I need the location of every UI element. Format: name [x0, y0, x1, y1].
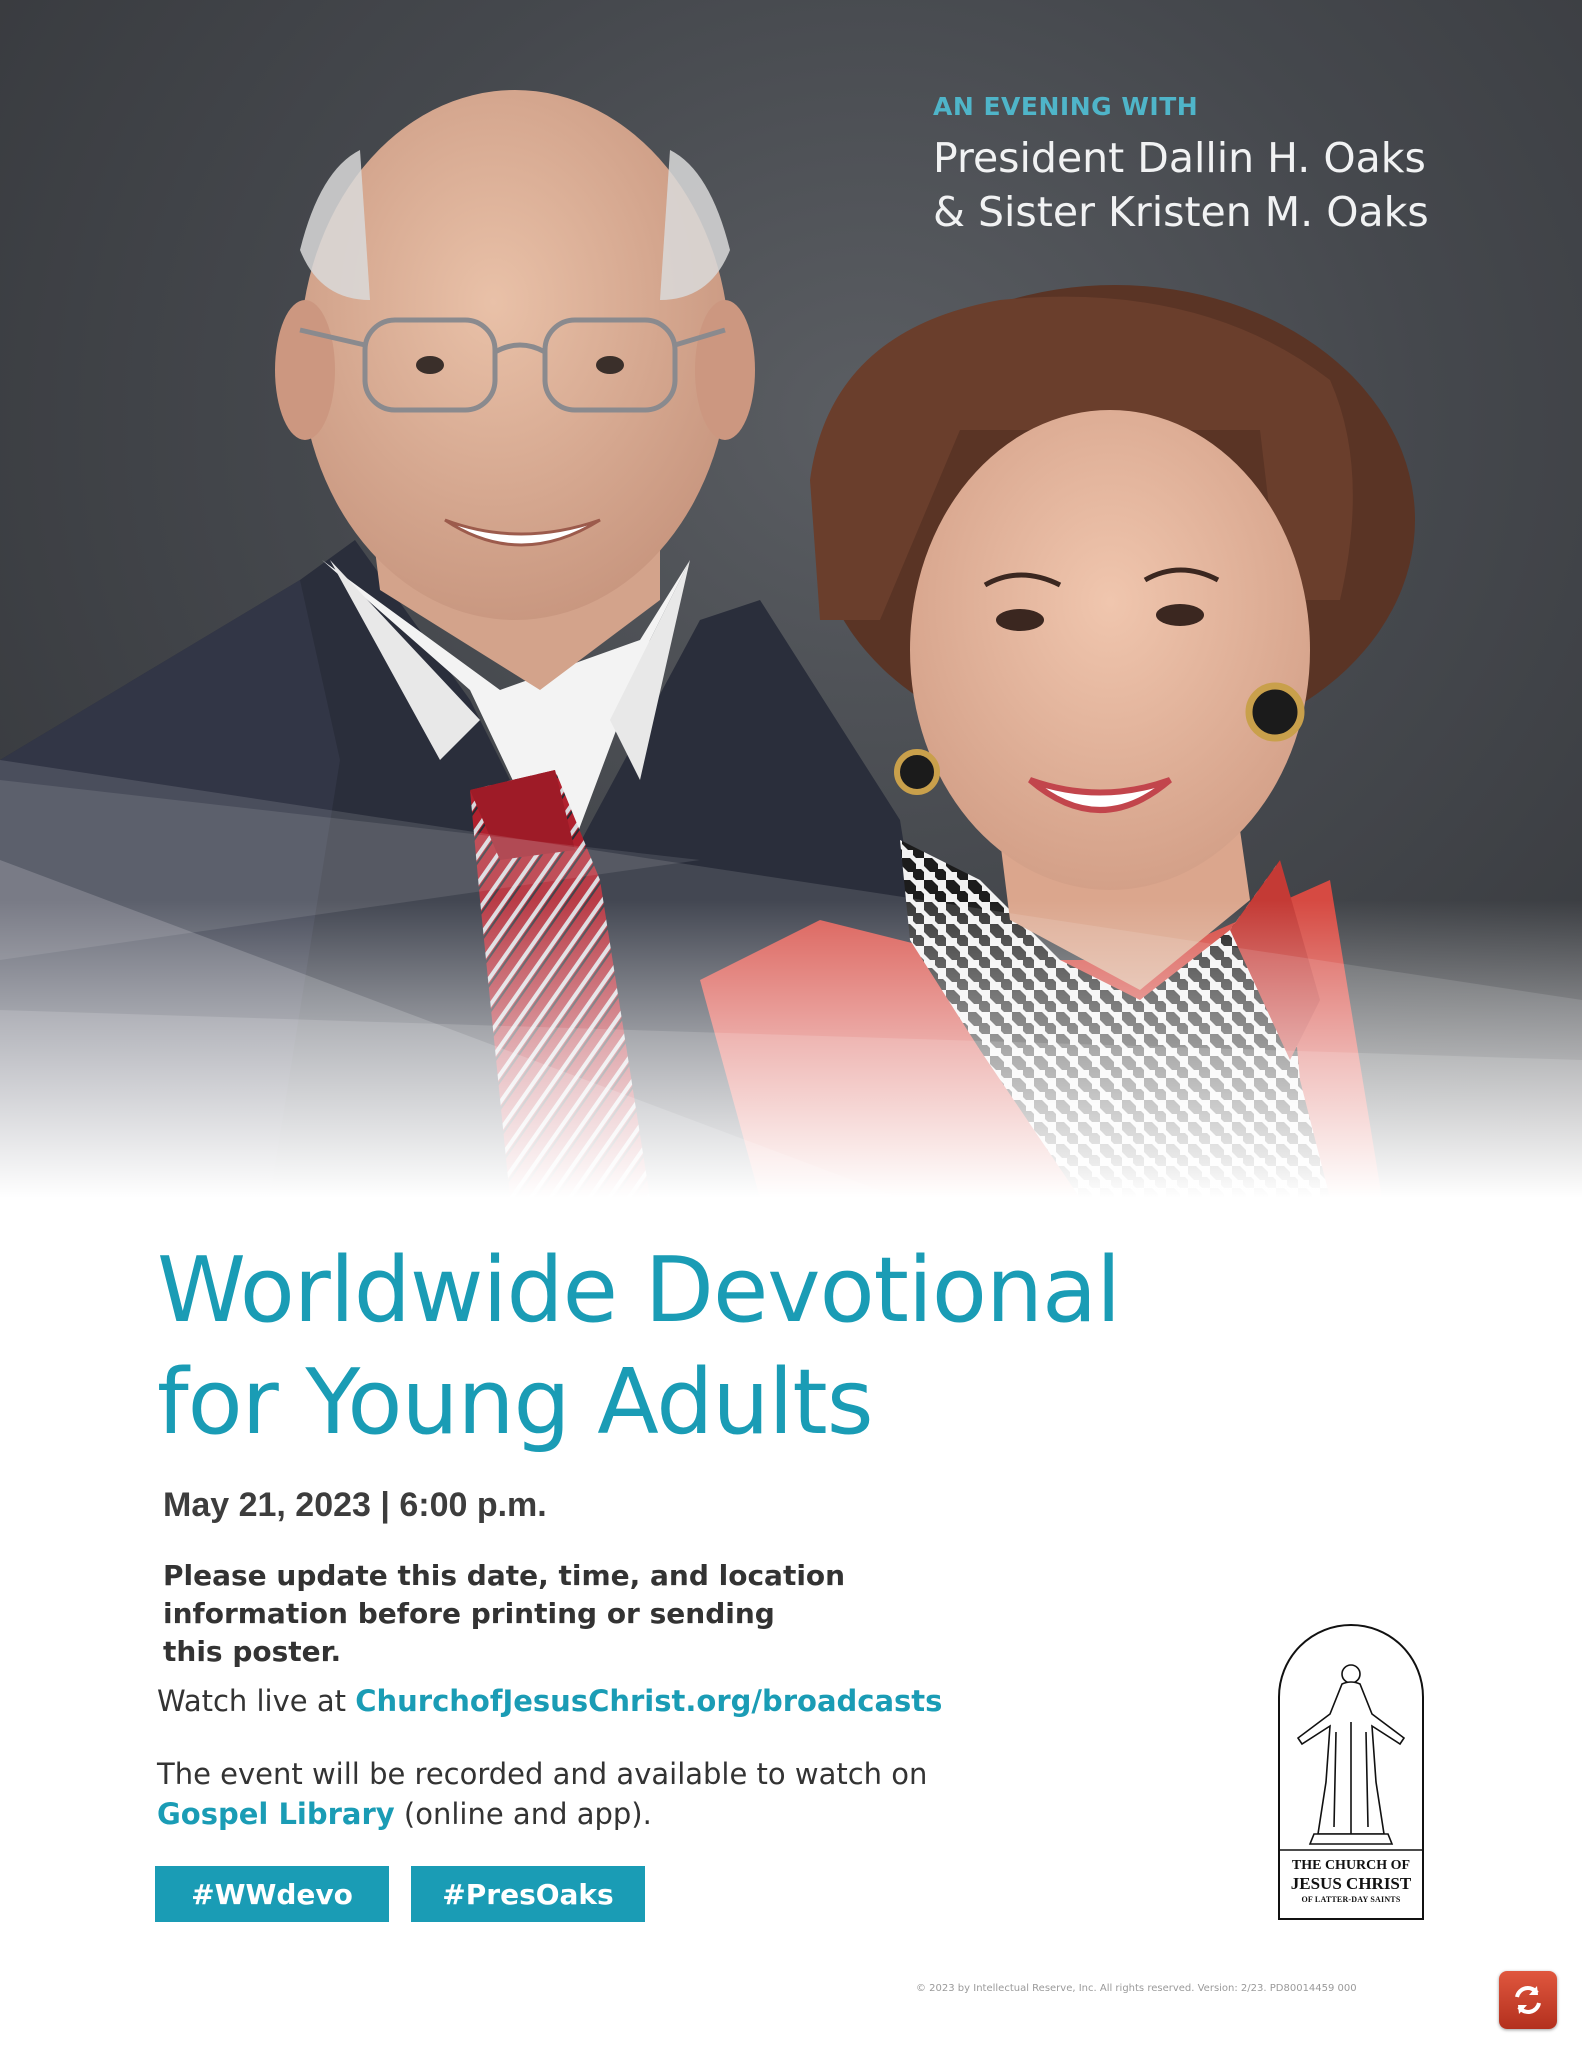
- watch-live-prefix: Watch live at: [157, 1684, 356, 1718]
- broadcasts-link[interactable]: ChurchofJesusChrist.org/broadcasts: [355, 1684, 943, 1718]
- gospel-library-link[interactable]: Gospel Library: [157, 1797, 395, 1831]
- hashtag-presoaks: #PresOaks: [411, 1866, 645, 1922]
- logo-line1: THE CHURCH OF: [1291, 1858, 1411, 1873]
- evening-kicker: AN EVENING WITH: [933, 92, 1199, 121]
- speaker-name-line2: & Sister Kristen M. Oaks: [933, 188, 1429, 236]
- evening-with-block: [933, 92, 1429, 239]
- event-title-line1: Worldwide Devotional: [157, 1238, 1121, 1343]
- refresh-arrows-icon: [1511, 1983, 1545, 2017]
- update-note-line2: information before printing or sending: [163, 1597, 775, 1630]
- recorded-line1: The event will be recorded and available to watch on: [157, 1757, 928, 1791]
- logo-line3: OF LATTER-DAY SAINTS: [1301, 1895, 1401, 1904]
- recorded-note: [157, 1754, 927, 1834]
- logo-line2: JESUS CHRIST: [1290, 1874, 1412, 1893]
- event-title: [157, 1235, 1120, 1459]
- church-logo: [1276, 1622, 1426, 1922]
- copyright-notice: © 2023 by Intellectual Reserve, Inc. All rights reserved. Version: 2/23. PD80014459 000: [916, 1983, 1357, 1994]
- convert-button[interactable]: [1499, 1971, 1557, 2029]
- speaker-name-line1: President Dallin H. Oaks: [933, 134, 1426, 182]
- update-note: [163, 1557, 883, 1671]
- update-note-line3: this poster.: [163, 1635, 342, 1668]
- hashtag-wwdevo: #WWdevo: [155, 1866, 389, 1922]
- event-title-line2: for Young Adults: [157, 1350, 873, 1455]
- watch-live-line: [157, 1684, 942, 1718]
- recorded-line2: [157, 1794, 927, 1834]
- event-datetime: May 21, 2023 | 6:00 p.m.: [163, 1486, 547, 1524]
- update-note-line1: Please update this date, time, and location: [163, 1559, 846, 1592]
- recorded-suffix: (online and app).: [394, 1797, 652, 1831]
